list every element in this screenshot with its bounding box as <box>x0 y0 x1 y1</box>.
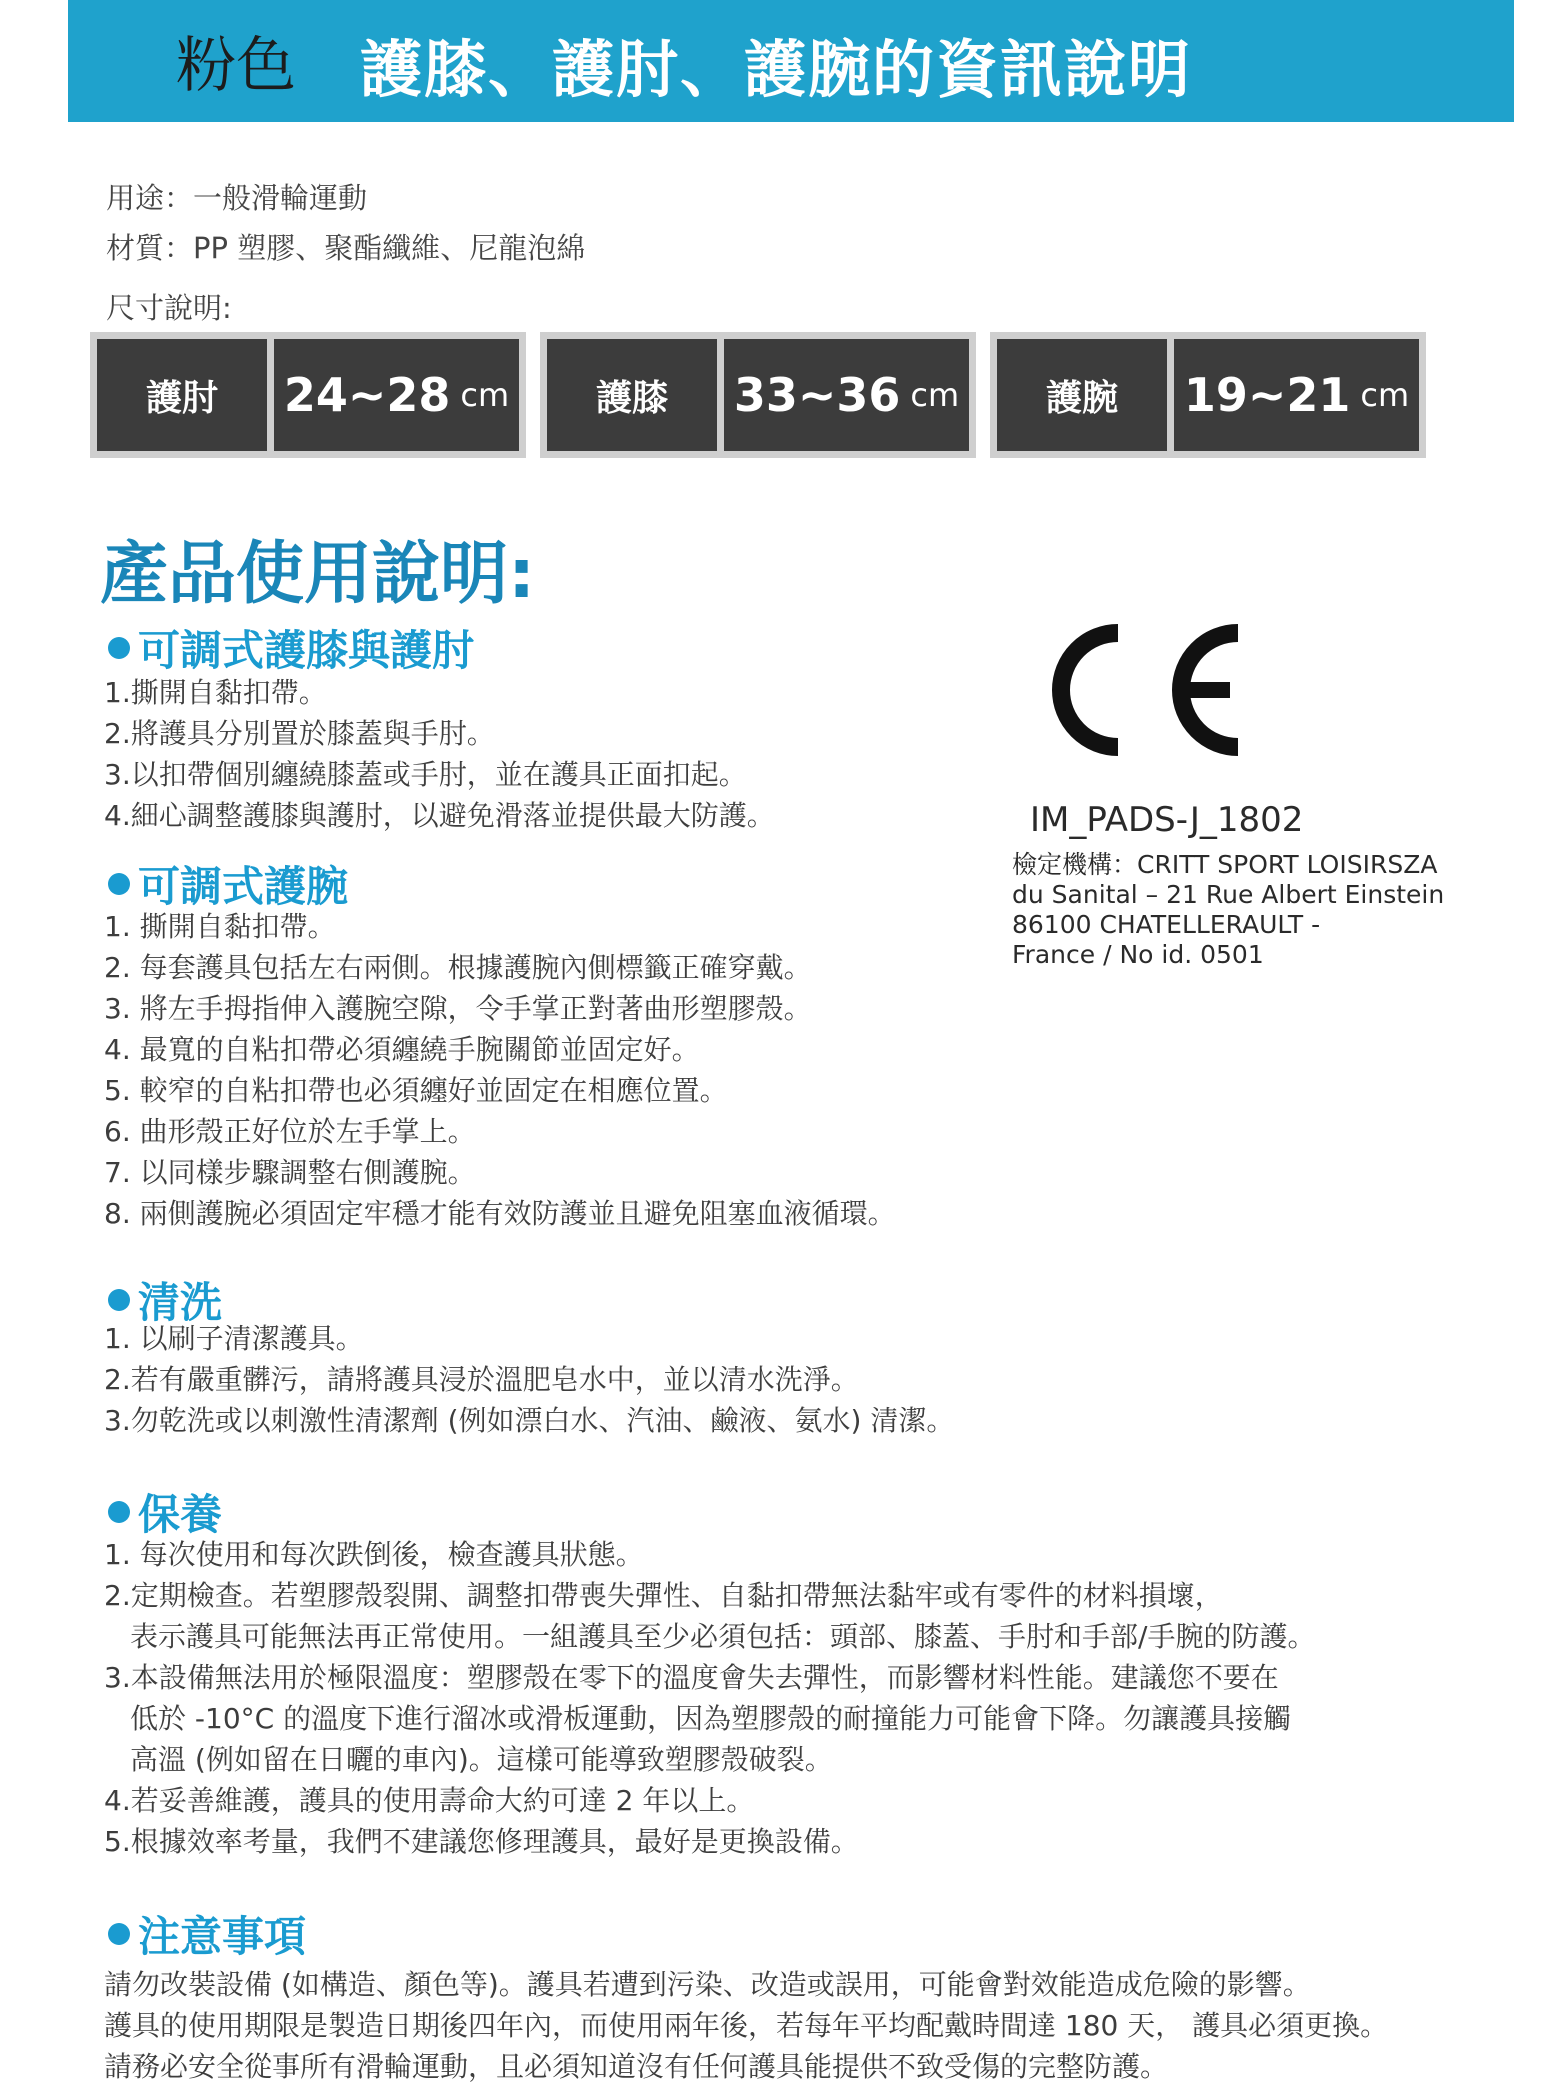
list-item: 高溫 (例如留在日曬的車內)。這樣可能導致塑膠殼破裂。 <box>130 1743 833 1776</box>
page-title: 護膝、護肘、護腕的資訊說明 <box>360 33 1193 106</box>
ce-mark-icon <box>1030 615 1250 765</box>
cert-details <box>1012 850 1444 970</box>
list-item: 5.根據效率考量，我們不建議您修理護具，最好是更換設備。 <box>104 1825 859 1858</box>
list-item: 2. 每套護具包括左右兩側。根據護腕內側標籤正確穿戴。 <box>104 951 812 984</box>
title-banner <box>68 0 1514 122</box>
bullet-dot <box>108 1289 130 1311</box>
bullet-dot <box>108 637 130 659</box>
section-heading-notice <box>108 1904 306 1964</box>
list-item: 表示護具可能無法再正常使用。一組護具至少必須包括：頭部、膝蓋、手肘和手部/手腕的防護。 <box>130 1620 1316 1653</box>
list-item: 請勿改裝設備 (如構造、顏色等)。護具若遭到污染、改造或誤用，可能會對效能造成危險的影響。 <box>104 1968 1311 2001</box>
cert-line: 86100 CHATELLERAULT - <box>1012 910 1321 939</box>
size-name: 護腕 <box>997 339 1167 451</box>
list-item: 1. 撕開自黏扣帶。 <box>104 910 336 943</box>
wrist-steps <box>104 906 896 1234</box>
maintenance-steps <box>104 1534 1315 1862</box>
section-heading-wrist <box>108 854 348 914</box>
size-range: 24~28 <box>283 368 451 422</box>
size-unit: cm <box>1360 376 1410 414</box>
section-heading-text: 可調式護膝與護肘 <box>138 626 475 675</box>
cleaning-steps <box>104 1318 954 1441</box>
size-name: 護肘 <box>97 339 267 451</box>
size-table <box>90 332 1426 458</box>
color-label: 粉色 <box>176 31 296 101</box>
section-heading-text: 可調式護腕 <box>138 862 349 911</box>
list-item: 1. 每次使用和每次跌倒後，檢查護具狀態。 <box>104 1538 644 1571</box>
bullet-dot <box>108 1923 130 1945</box>
bullet-dot <box>108 873 130 895</box>
cert-line: du Sanital – 21 Rue Albert Einstein <box>1012 880 1445 909</box>
list-item: 5. 較窄的自粘扣帶也必須纏好並固定在相應位置。 <box>104 1074 728 1107</box>
cert-code: IM_PADS-J_1802 <box>1030 800 1304 840</box>
notice-text <box>104 1964 1388 2087</box>
size-name: 護膝 <box>547 339 717 451</box>
list-item: 2.若有嚴重髒污，請將護具浸於溫肥皂水中，並以清水洗淨。 <box>104 1363 859 1396</box>
section-heading-text: 注意事項 <box>138 1912 307 1961</box>
size-value <box>1174 339 1419 451</box>
list-item: 4.細心調整護膝與護肘，以避免滑落並提供最大防護。 <box>104 799 775 832</box>
list-item: 3.勿乾洗或以刺激性清潔劑 (例如漂白水、汽油、鹼液、氨水) 清潔。 <box>104 1404 955 1437</box>
list-item: 4. 最寬的自粘扣帶必須纏繞手腕關節並固定好。 <box>104 1033 700 1066</box>
list-item: 8. 兩側護腕必須固定牢穩才能有效防護並且避免阻塞血液循環。 <box>104 1197 896 1230</box>
size-heading: 尺寸說明: <box>106 291 232 325</box>
cert-line: France / No id. 0501 <box>1012 940 1264 969</box>
list-item: 3.本設備無法用於極限溫度：塑膠殼在零下的溫度會失去彈性，而影響材料性能。建議您不要在 <box>104 1661 1279 1694</box>
size-value <box>274 339 519 451</box>
list-item: 2.將護具分別置於膝蓋與手肘。 <box>104 717 495 750</box>
list-item: 3. 將左手拇指伸入護腕空隙，令手掌正對著曲形塑膠殼。 <box>104 992 812 1025</box>
section-heading-text: 保養 <box>138 1490 223 1539</box>
material-text: 材質：PP 塑膠、聚酯纖維、尼龍泡綿 <box>106 231 586 265</box>
size-value <box>724 339 969 451</box>
size-range: 19~21 <box>1183 368 1351 422</box>
section-heading-maintenance <box>108 1482 222 1542</box>
size-group-knee <box>540 332 976 458</box>
list-item: 7. 以同樣步驟調整右側護腕。 <box>104 1156 476 1189</box>
size-group-elbow <box>90 332 526 458</box>
list-item: 4.若妥善維護，護具的使用壽命大約可達 2 年以上。 <box>104 1784 755 1817</box>
section-heading-text: 清洗 <box>138 1278 223 1327</box>
instructions-title: 產品使用說明: <box>100 535 536 614</box>
size-unit: cm <box>460 376 510 414</box>
size-group-wrist <box>990 332 1426 458</box>
list-item: 1. 以刷子清潔護具。 <box>104 1322 364 1355</box>
list-item: 2.定期檢查。若塑膠殼裂開、調整扣帶喪失彈性、自黏扣帶無法黏牢或有零件的材料損壞， <box>104 1579 1223 1612</box>
list-item: 3.以扣帶個別纏繞膝蓋或手肘，並在護具正面扣起。 <box>104 758 747 791</box>
usage-text: 用途：一般滑輪運動 <box>106 181 368 215</box>
knee-elbow-steps <box>104 672 775 836</box>
list-item: 1.撕開自黏扣帶。 <box>104 676 327 709</box>
size-range: 33~36 <box>733 368 901 422</box>
section-heading-knee-elbow <box>108 618 474 678</box>
list-item: 請務必安全從事所有滑輪運動，且必須知道沒有任何護具能提供不致受傷的完整防護。 <box>104 2050 1169 2083</box>
cert-line: 檢定機構：CRITT SPORT LOISIRSZA <box>1012 850 1438 879</box>
list-item: 護具的使用期限是製造日期後四年內，而使用兩年後，若每年平均配戴時間達 180 天， 護具必須更換。 <box>104 2009 1389 2042</box>
list-item: 低於 -10°C 的溫度下進行溜冰或滑板運動，因為塑膠殼的耐撞能力可能會下降。勿讓護具接觸 <box>130 1702 1292 1735</box>
bullet-dot <box>108 1501 130 1523</box>
size-unit: cm <box>910 376 960 414</box>
list-item: 6. 曲形殼正好位於左手掌上。 <box>104 1115 476 1148</box>
